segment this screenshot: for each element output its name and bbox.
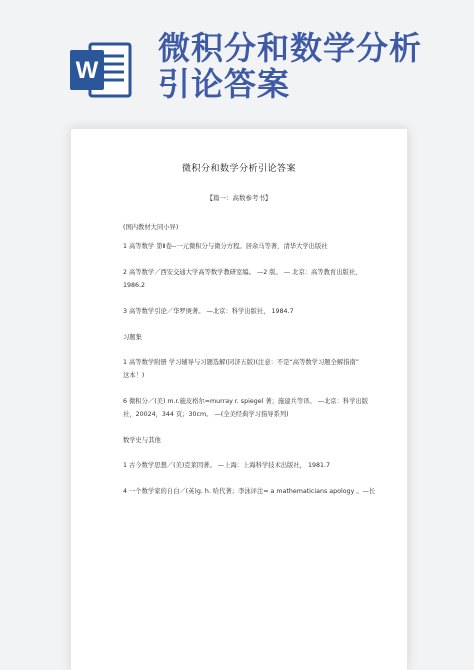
header-title-line2: 引论答案: [158, 65, 291, 103]
doc-line: 数学史与其他: [123, 437, 161, 444]
section-tag: 【篇一：高数参考书】: [206, 194, 272, 202]
doc-line: 习题集: [123, 334, 142, 341]
doc-line: 3 高等数学引论／华罗庚著。 —北京：科学出版社， 1984.7: [123, 308, 294, 315]
header-title-line1: 微积分和数学分析: [158, 29, 423, 67]
document-title: 微积分和数学分析引论答案: [181, 164, 296, 174]
doc-line: 1986.2: [123, 282, 146, 289]
doc-line: 1 高等数学 第Ⅱ卷--一元微积分与微分方程。居余马等著，清华大学出版社: [123, 243, 328, 250]
doc-line: 2 高等数学／西安交通大学高等数学教研室编。 —2 版。 — 北京：高等教育出版社，: [123, 269, 362, 276]
header-banner: [0, 0, 474, 110]
svg-text:W: W: [75, 57, 99, 84]
doc-line: 4 一个数学家的自白／(英)g. h. 哈代著；李泳评注= a mathematicians apology 。—长: [123, 488, 376, 495]
doc-line: 1 古今数学思想／(美)克莱因著。 —上海：上海科学技术出版社， 1981.7: [123, 462, 330, 469]
doc-line: 这本！): [123, 372, 145, 379]
header-title: [158, 30, 458, 102]
doc-line: (国内教材大同小异): [123, 224, 179, 231]
doc-line: 1 高等数学附册 学习辅导与习题选解(同济五版)(注意：不是“高等数学习题全解指南”: [123, 359, 359, 366]
document-page: [70, 128, 408, 670]
doc-line: 社，20024，344 页；30cm。 —(全美经典学习指导系列): [123, 411, 289, 418]
doc-line: 6 微积分／(美) m.r.施皮格尔=murray r. spiegel 著；施建兵等译。 —北京：科学出版: [123, 398, 369, 405]
word-icon: [70, 40, 132, 100]
